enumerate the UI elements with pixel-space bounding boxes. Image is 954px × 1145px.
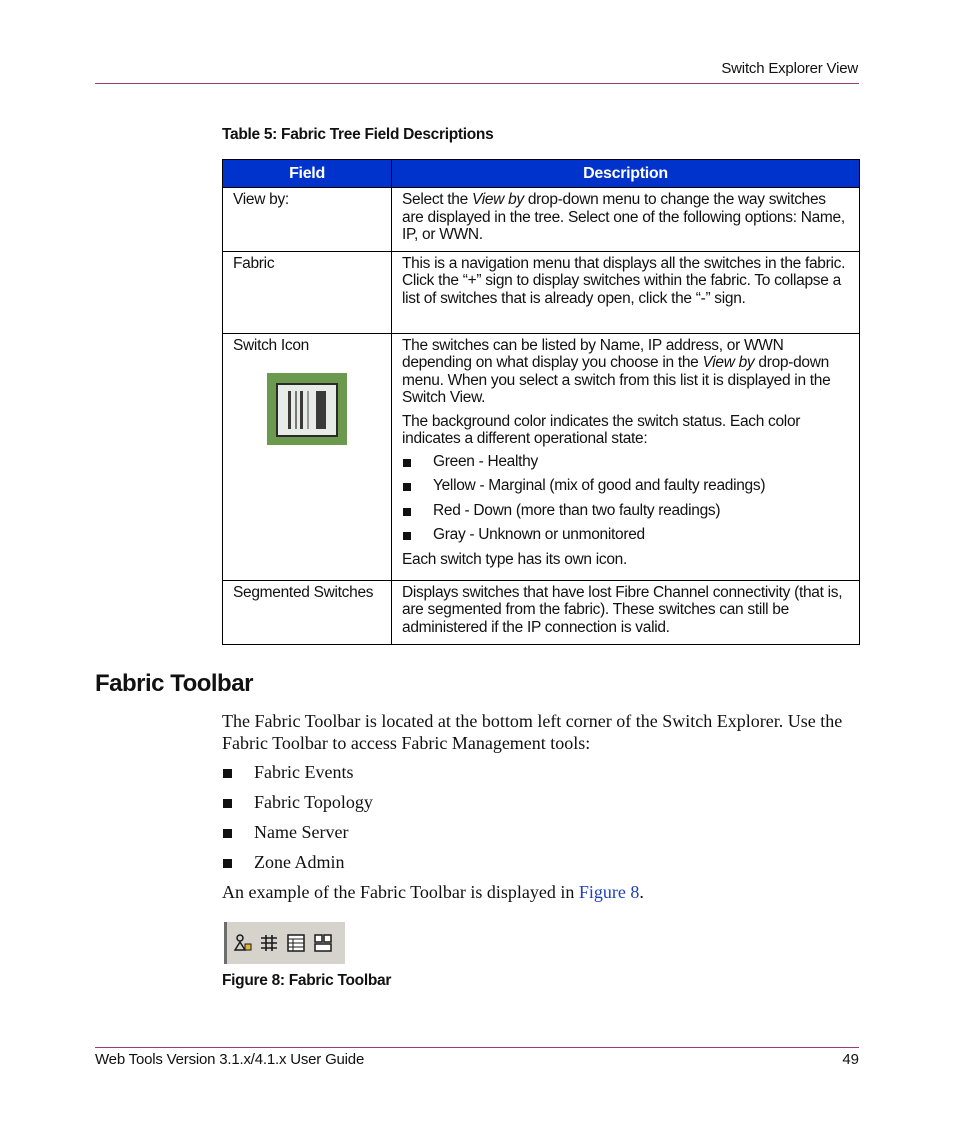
desc-text: drop-down menu. When you select a switch from this list it is displayed in the Switch View.	[402, 354, 831, 406]
fabric-events-icon[interactable]	[233, 933, 253, 953]
name-server-icon[interactable]	[286, 933, 306, 953]
running-header: Switch Explorer View	[721, 60, 858, 77]
list-item: Gray - Unknown or unmonitored	[402, 526, 851, 544]
list-item: Fabric Events	[222, 761, 373, 791]
field-cell	[223, 333, 392, 580]
fabric-topology-icon[interactable]	[259, 933, 279, 953]
example-text: An example of the Fabric Toolbar is displayed in	[222, 882, 579, 902]
fabric-toolbar-figure	[224, 922, 345, 964]
description-cell	[392, 333, 860, 580]
list-item: Zone Admin	[222, 851, 373, 881]
table-caption: Table 5: Fabric Tree Field Descriptions	[222, 126, 494, 143]
view-by-emphasis: View by	[471, 191, 524, 208]
column-header-description: Description	[392, 160, 860, 188]
figure-caption: Figure 8: Fabric Toolbar	[222, 972, 392, 989]
status-color-list	[402, 453, 851, 544]
list-item: Fabric Topology	[222, 791, 373, 821]
list-item: Red - Down (more than two faulty readings)	[402, 502, 851, 520]
view-by-emphasis: View by	[702, 354, 755, 371]
footer-rule	[95, 1047, 859, 1048]
desc-text: The switches can be listed by Name, IP address, or WWN depending on what display you choose in the	[402, 336, 784, 371]
figure-8-link[interactable]: Figure 8	[578, 882, 640, 902]
desc-text: Select the	[402, 191, 472, 208]
page-number: 49	[842, 1051, 859, 1068]
column-header-field: Field	[223, 160, 392, 188]
desc-text: drop-down menu to change the way switches are displayed in the tree. Select one of the following options: Name, IP, or WWN.	[402, 191, 845, 243]
switch-icon	[267, 373, 347, 445]
section-title: Fabric Toolbar	[95, 670, 253, 697]
field-label: Switch Icon	[233, 336, 309, 354]
table-row	[223, 251, 860, 333]
tools-list	[222, 761, 373, 881]
footer-title: Web Tools Version 3.1.x/4.1.x User Guide	[95, 1051, 365, 1068]
table-row	[223, 188, 860, 252]
list-item: Name Server	[222, 821, 373, 851]
table-row	[223, 333, 860, 580]
intro-paragraph: The Fabric Toolbar is located at the bottom left corner of the Switch Explorer. Use the Fabric Toolbar to access Fabric Management tools:	[222, 711, 843, 753]
fabric-tree-table	[222, 159, 860, 645]
description-cell: Displays switches that have lost Fibre Channel connectivity (that is, are segmented from the fabric). These switches can still be administered if the IP connection is valid.	[392, 580, 860, 644]
header-rule	[95, 83, 859, 84]
desc-paragraph: The background color indicates the switch status. Each color indicates a different operational state:	[402, 412, 801, 447]
list-item: Green - Healthy	[402, 453, 851, 471]
example-paragraph	[222, 881, 644, 903]
field-cell: Fabric	[223, 251, 392, 333]
field-cell: View by:	[223, 188, 392, 252]
description-cell: This is a navigation menu that displays all the switches in the fabric. Click the “+” sign to display switches within the fabric. To collapse a list of switches that is already open, click the “-” sign.	[392, 251, 860, 333]
description-cell	[392, 188, 860, 252]
desc-paragraph: Each switch type has its own icon.	[402, 550, 627, 568]
table-row	[223, 580, 860, 644]
zone-admin-icon[interactable]	[313, 933, 333, 953]
field-cell: Segmented Switches	[223, 580, 392, 644]
list-item: Yellow - Marginal (mix of good and faulty readings)	[402, 477, 851, 495]
example-text: .	[639, 882, 644, 902]
table-header-row	[223, 160, 860, 188]
